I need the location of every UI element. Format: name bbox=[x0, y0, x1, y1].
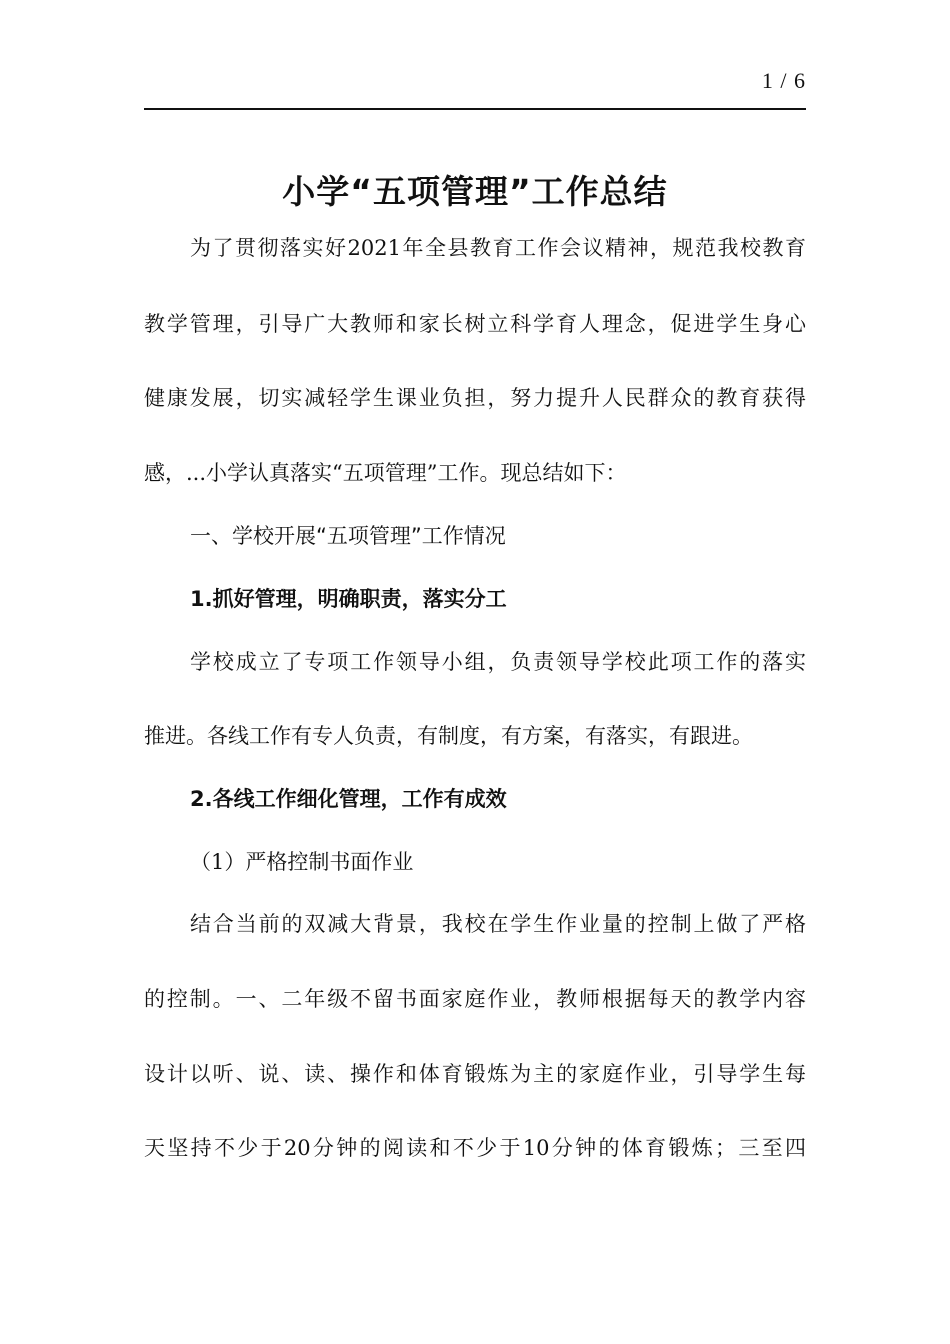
paragraph-line: 健康发展，切实减轻学生课业负担，努力提升人民群众的教育获得 bbox=[144, 386, 806, 410]
paragraph-line: 的控制。一、二年级不留书面家庭作业，教师根据每天的教学内容 bbox=[144, 987, 806, 1011]
paragraph-line: 天坚持不少于20分钟的阅读和不少于10分钟的体育锻炼；三至四 bbox=[144, 1136, 806, 1160]
document-title: 小学“五项管理”工作总结 bbox=[282, 172, 668, 211]
paragraph-line: 推进。各线工作有专人负责，有制度，有方案，有落实，有跟进。 bbox=[144, 724, 753, 748]
paragraph-line: 感，...小学认真落实“五项管理”工作。现总结如下： bbox=[144, 461, 627, 485]
subsection-heading: 2.各线工作细化管理，工作有成效 bbox=[190, 787, 507, 811]
paragraph-line: 教学管理，引导广大教师和家长树立科学育人理念，促进学生身心 bbox=[144, 312, 806, 336]
page-number: 1 / 6 bbox=[761, 68, 806, 93]
header-rule bbox=[144, 108, 806, 110]
section-heading: 一、学校开展“五项管理”工作情况 bbox=[190, 524, 506, 548]
subsection-heading: 1.抓好管理，明确职责，落实分工 bbox=[190, 587, 507, 611]
paragraph-line: 学校成立了专项工作领导小组，负责领导学校此项工作的落实 bbox=[190, 650, 806, 674]
paragraph-line: 设计以听、说、读、操作和体育锻炼为主的家庭作业，引导学生每 bbox=[144, 1062, 806, 1086]
paragraph-line: 结合当前的双减大背景，我校在学生作业量的控制上做了严格 bbox=[190, 912, 806, 936]
paragraph-line: 为了贯彻落实好2021年全县教育工作会议精神，规范我校教育 bbox=[190, 236, 806, 260]
item-heading: （1）严格控制书面作业 bbox=[190, 850, 414, 874]
